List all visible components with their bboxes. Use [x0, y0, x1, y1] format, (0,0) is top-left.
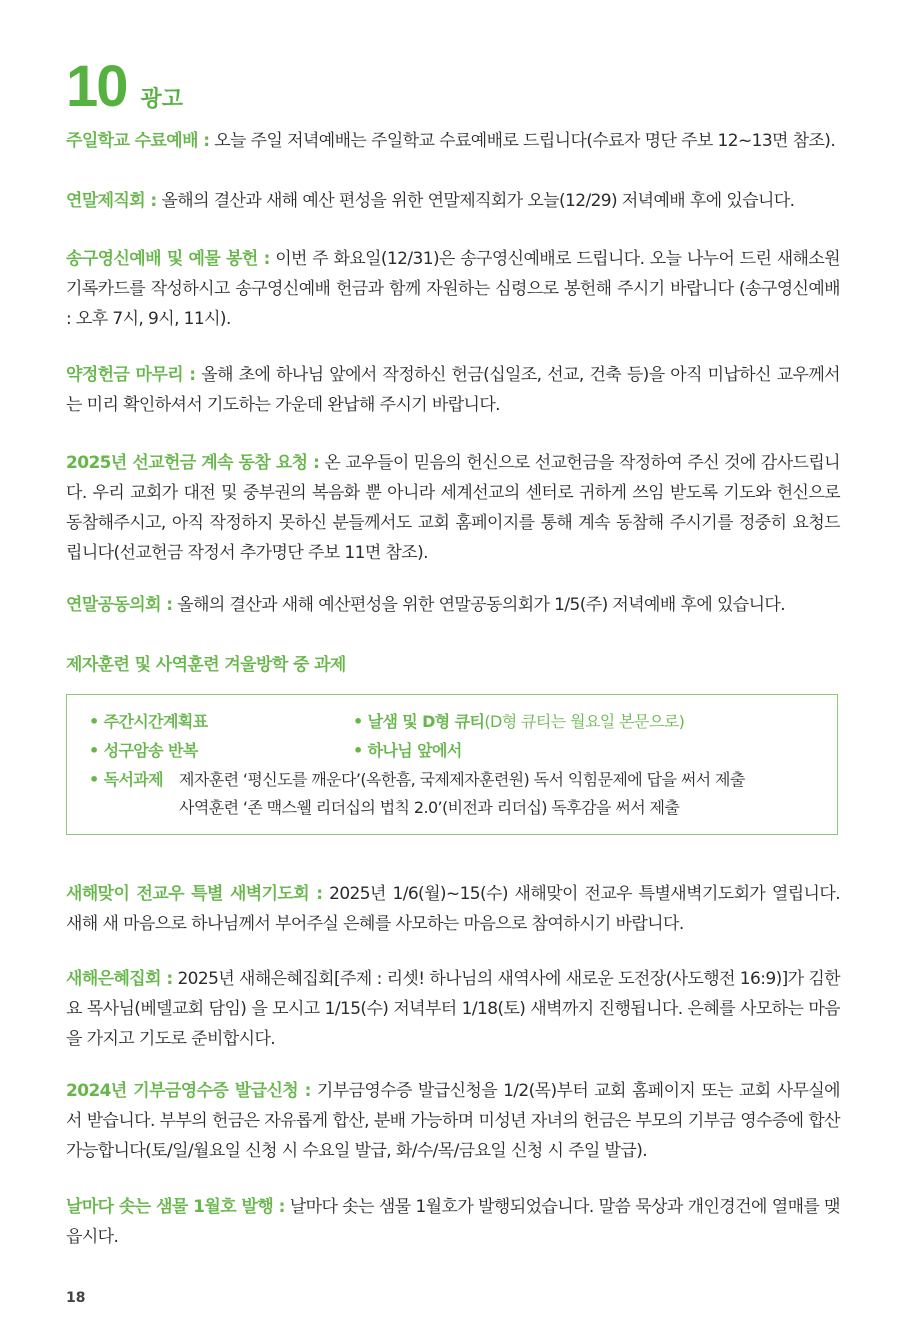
notice-label: 연말공동의회 : [66, 595, 173, 615]
assignment-memorize: • 성구암송 반복 [89, 741, 198, 760]
notice-text: 올해 초에 하나님 앞에서 작정하신 헌금(십일조, 선교, 건축 등)을 아직 미납하신 교우께서는 미리 확인하셔서 기도하는 가운데 완납해 주시기 바랍니다. [66, 365, 840, 415]
notice-text: 올해의 결산과 새해 예산 편성을 위한 연말제직회가 오늘(12/29) 저녁예배 후에 있습니다. [156, 191, 795, 211]
notice-label: 약정헌금 마무리 : [66, 365, 196, 385]
assignment-qt-label: • 날샘 및 D형 큐티 [353, 712, 485, 731]
notice-label: 새해맞이 전교우 특별 새벽기도회 : [66, 884, 323, 904]
notice-label: 연말제직회 : [66, 191, 157, 211]
assignment-qt [353, 711, 684, 733]
notice-text: 날마다 솟는 샘물 1월호가 발행되었습니다. 말씀 묵상과 개인경건에 열매를 맺읍시다. [66, 1197, 840, 1247]
notice-text: 기부금영수증 발급신청을 1/2(목)부터 교회 홈페이지 또는 교회 사무실에서 받습니다. 부부의 헌금은 자유롭게 합산, 분배 가능하며 미성년 자녀의 헌금은 부모의 기부금 영수증에 합산 가능합니다(토/일/월요일 신청 시 수요일 발급, 화/수/목/금요일 신청 시 주일 발급). [66, 1081, 840, 1161]
notice-item [66, 360, 840, 420]
notice-label: 새해은혜집회 : [66, 969, 173, 989]
section-header [66, 54, 184, 119]
notice-item [66, 964, 840, 1054]
training-heading: 제자훈련 및 사역훈련 겨울방학 중 과제 [66, 655, 346, 675]
notice-text: 올해의 결산과 새해 예산편성을 위한 연말공동의회가 1/5(주) 저녁예배 후에 있습니다. [172, 595, 786, 615]
assignment-box [66, 694, 838, 835]
notice-item [66, 126, 840, 156]
notice-text: 오늘 주일 저녁예배는 주일학교 수료예배로 드립니다(수료자 명단 주보 12~13면 참조). [209, 131, 836, 151]
assignment-before-god: • 하나님 앞에서 [353, 741, 462, 760]
notice-item [66, 590, 840, 620]
notice-item [66, 879, 840, 939]
notice-label: 송구영신예배 및 예물 봉헌 : [66, 249, 270, 269]
section-number: 10 [66, 54, 127, 119]
section-title: 광고 [140, 87, 184, 112]
notice-item [66, 1076, 840, 1166]
notice-label: 2025년 선교헌금 계속 동참 요청 : [66, 453, 320, 473]
notice-text: 2025년 1/6(월)~15(수) 새해맞이 전교우 특별새벽기도회가 열립니다. 새해 새 마음으로 하나님께서 부어주실 은혜를 사모하는 마음으로 참여하시기 바랍니다. [66, 884, 840, 934]
notice-item [66, 448, 840, 568]
page-number: 18 [66, 1290, 86, 1306]
notice-label: 날마다 솟는 샘물 1월호 발행 : [66, 1197, 285, 1217]
assignment-reading-line-2: 사역훈련 ‘존 맥스웰 리더십의 법칙 2.0’(비전과 리더십) 독후감을 써서 제출 [179, 798, 680, 817]
assignment-reading-line-1: 제자훈련 ‘평신도를 깨운다’(옥한흠, 국제제자훈련원) 독서 익힘문제에 답을 써서 제출 [179, 770, 745, 789]
notice-item [66, 244, 840, 334]
assignment-reading-label: • 독서과제 [89, 770, 164, 789]
notice-text: 2025년 새해은혜집회[주제 : 리셋! 하나님의 새역사에 새로운 도전장(사도행전 16:9)]가 김한요 목사님(베델교회 담임) 을 모시고 1/15(수) 저녁부터 1/18(토) 새벽까지 진행됩니다. 은혜를 사모하는 마음을 가지고 기도로 준비합시다. [66, 969, 841, 1049]
notice-item [66, 1192, 840, 1252]
notice-text: 이번 주 화요일(12/31)은 송구영신예배로 드립니다. 오늘 나누어 드린 새해소원기록카드를 작성하시고 송구영신예배 헌금과 함께 자원하는 심령으로 봉헌해 주시기 바랍니다 (송구영신예배 : 오후 7시, 9시, 11시). [66, 249, 840, 329]
assignment-qt-note: (D형 큐티는 월요일 본문으로) [484, 712, 685, 731]
notice-text: 온 교우들이 믿음의 헌신으로 선교헌금을 작정하여 주신 것에 감사드립니다. 우리 교회가 대전 및 중부권의 복음화 뿐 아니라 세계선교의 센터로 귀하게 쓰임 받도록 기도와 헌신으로 동참해주시고, 아직 작정하지 못하신 분들께서도 교회 홈페이지를 통해 계속 동참해 주시기를 정중히 요청드립니다(선교헌금 작정서 추가명단 주보 11면 참조). [66, 453, 840, 563]
notice-item [66, 186, 840, 216]
notice-label: 주일학교 수료예배 : [66, 131, 210, 151]
assignment-timetable: • 주간시간계획표 [89, 712, 208, 731]
notice-label: 2024년 기부금영수증 발급신청 : [66, 1081, 311, 1101]
